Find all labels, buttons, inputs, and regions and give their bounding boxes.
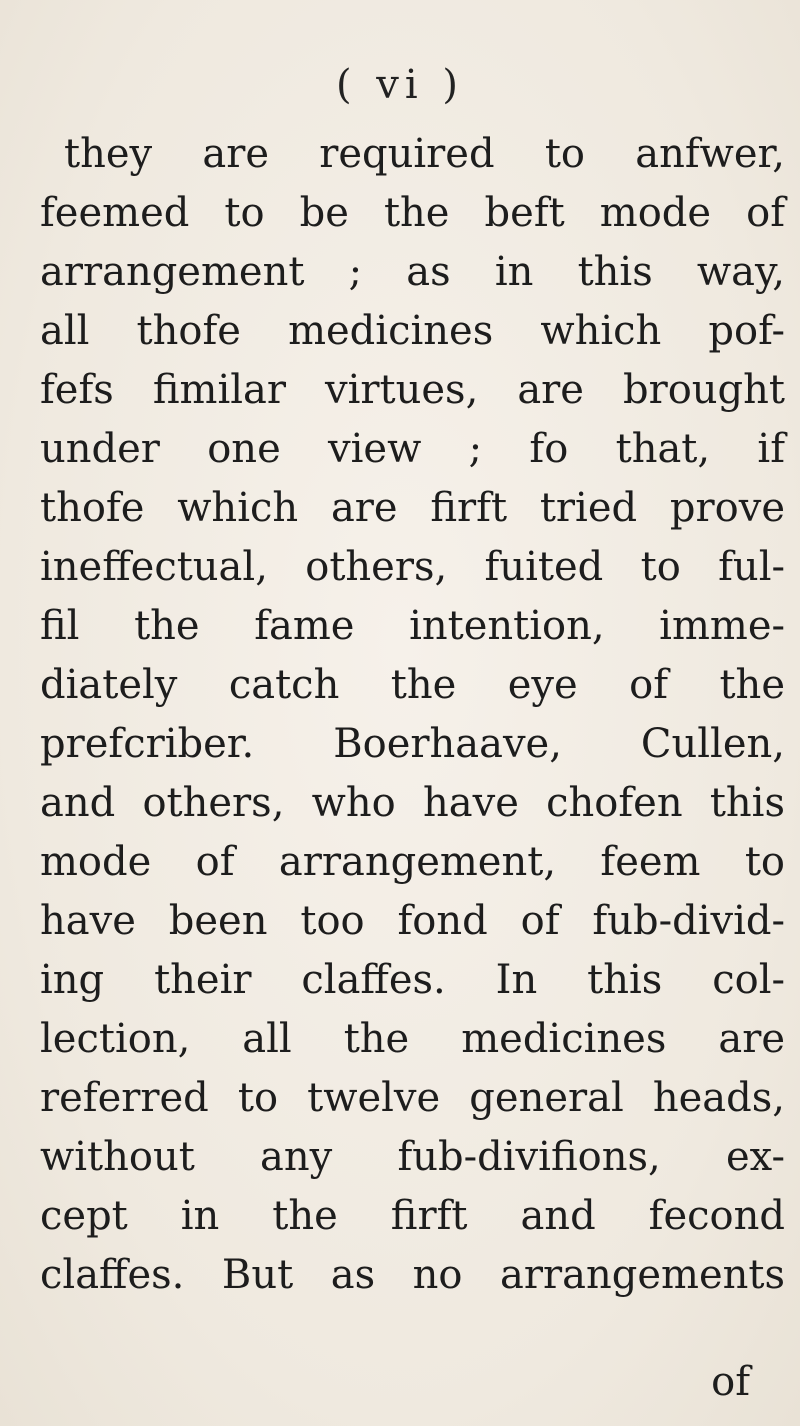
- body-text: [40, 125, 785, 1305]
- text-line: and others, who have chofen this: [40, 780, 785, 826]
- text-line: have been too fond of fub-divid-: [40, 898, 785, 944]
- text-line: mode of arrangement, feem to: [40, 839, 785, 885]
- page-number: ( vi ): [335, 62, 465, 108]
- text-line: claffes. But as no arrangements: [40, 1252, 785, 1298]
- text-line: arrangement ; as in this way,: [40, 249, 785, 295]
- text-line: they are required to anfwer,: [64, 131, 785, 177]
- catchword: of: [711, 1359, 750, 1405]
- text-line: fefs fimilar virtues, are brought: [40, 367, 785, 413]
- text-line: prefcriber. Boerhaave, Cullen,: [40, 721, 785, 767]
- text-line: under one view ; fo that, if: [40, 426, 785, 472]
- text-line: fil the fame intention, imme-: [40, 603, 785, 649]
- text-line: lection, all the medicines are: [40, 1016, 785, 1062]
- text-line: cept in the firft and fecond: [40, 1193, 785, 1239]
- text-line: diately catch the eye of the: [40, 662, 785, 708]
- text-line: without any fub-divifions, ex-: [40, 1134, 785, 1180]
- text-line: referred to twelve general heads,: [40, 1075, 785, 1121]
- text-line: ineffectual, others, fuited to ful-: [40, 544, 785, 590]
- text-line: thofe which are firft tried prove: [40, 485, 785, 531]
- text-line: feemed to be the beft mode of: [40, 190, 785, 236]
- text-line: ing their claffes. In this col-: [40, 957, 785, 1003]
- text-line: all thofe medicines which pof-: [40, 308, 785, 354]
